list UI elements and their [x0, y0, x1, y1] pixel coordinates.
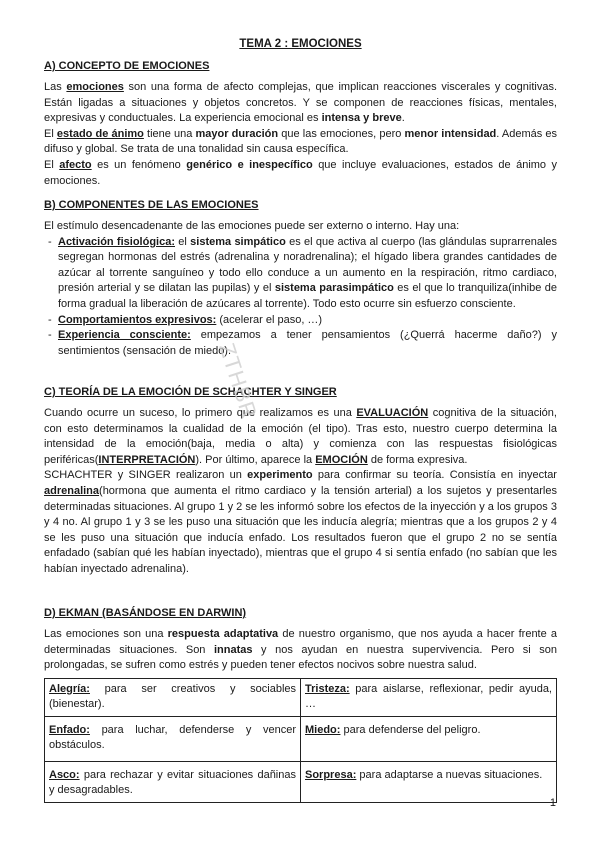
table-cell-sorpresa: [301, 761, 557, 802]
list-item-experiencia: [58, 328, 557, 359]
keyword-simpatico: sistema simpático: [190, 235, 286, 248]
keyword-experiencia: Experiencia consciente:: [58, 329, 191, 342]
text: que incluye evaluaciones, estados de ánimo y emociones.: [44, 158, 558, 187]
keyword-evaluacion: EVALUACIÓN: [356, 407, 429, 419]
text: empezamos a tener pensamientos (¿Querrá hacerme daño?) y sentimientos (sensación de miedo).: [58, 329, 557, 357]
components-list: [44, 235, 557, 360]
section-b-heading: B) COMPONENTES DE LAS EMOCIONES: [44, 199, 259, 211]
text: Las: [44, 81, 67, 93]
list-item-comportamientos: [58, 313, 557, 329]
text: el: [175, 235, 191, 248]
page-number: 1: [549, 797, 556, 809]
section-a-paragraph-3: [44, 158, 557, 189]
section-a: [44, 59, 557, 189]
keyword-estado-de-animo: estado de ánimo: [56, 127, 144, 140]
text: Cuando ocurre un suceso, lo primero que realizamos es una: [44, 407, 357, 419]
text: es el que lo tranquiliza(inhibe de forma gradual la liberación de azúcares al torrente). Todo esto ocurre sin esfuerzo consciente.: [58, 282, 557, 310]
keyword-afecto: afecto: [59, 158, 92, 171]
text: de forma expresiva.: [367, 453, 468, 466]
text: para confirmar su teoría. Consistía en inyectar: [312, 469, 557, 482]
section-b-intro: El estímulo desencadenante de las emociones puede ser externo o interno. Hay una:: [44, 220, 460, 232]
text: (acelerar el paso, …): [216, 313, 323, 326]
text: (hormona que aumenta el ritmo cardiaco y la tensión arterial) a los sujetos y presentarles determinadas situaciones. Al grupo 1 y 2 se les informó sobre los efectos de la inyección y a los grupos 3 y 4 no. Al grupo 1 y 3 se les puso una situación que les inducía alegría; mientras que a los grupos 2 y 4 se les puso una situación que inducía enfado. Los resultados fueron que el grupo 2 no se sentía enfadado (sabían qué les habían inyectado), mientras que el grupo 4 si sentía enfado (no sabían que les habían inyectado adrenalina).: [44, 484, 557, 575]
text: ). Por último, aparece la: [195, 453, 316, 466]
section-c-paragraph-2: [44, 468, 557, 577]
text: y nos ayudan en nuestra supervivencia. Pero si son prolongadas, se sufren como estrés y pueden tener efectos nocivos sobre nuestra salud.: [44, 643, 557, 672]
text: . Además es difuso y global. Se trata de una tonalidad sin causa específica.: [44, 127, 557, 156]
keyword-sorpresa: Sorpresa:: [305, 768, 357, 781]
text: El: [44, 127, 57, 140]
section-d-heading: D) EKMAN (BASÁNDOSE EN DARWIN): [44, 607, 247, 619]
text: SCHACHTER y SINGER realizaron un: [44, 469, 248, 482]
text: .: [401, 112, 405, 125]
watermark-text: ZTHBR: [214, 340, 263, 423]
keyword-emocion: EMOCIÓN: [315, 453, 368, 466]
keyword-emociones: emociones: [66, 81, 124, 93]
keyword-adrenalina: adrenalina: [44, 484, 100, 497]
section-d-paragraph-1: [44, 627, 557, 674]
keyword-tristeza: Tristeza:: [305, 682, 350, 695]
keyword-parasimpatico: sistema parasimpático: [274, 282, 394, 295]
section-a-paragraph-2: [44, 127, 557, 158]
table-row: [45, 678, 557, 716]
emotions-table: [44, 678, 557, 803]
keyword-respuesta-adaptativa: respuesta adaptativa: [167, 628, 279, 640]
text: es el que activa al cuerpo (las glándulas suprarrenales segregan hormonas del estrés (adrenalina y noradrenalina); el hígado libera grandes cantidades de azúcar al torrente sanguíneo y todo ello conduce a un aumento en la respiración, ritmo cardiaco, presión arterial y se dilatan las pupilas) y el: [58, 235, 558, 295]
table-cell-miedo: [301, 716, 557, 761]
text: de nuestro organismo, que nos ayuda a hacer frente a determinadas situaciones. Son: [44, 628, 558, 656]
text: es un fenómeno: [91, 158, 187, 171]
text: cognitiva de la situación, con esto determinamos la cualidad de la emoción (el tipo). Tras esto, nuestro cuerpo determina la intensidad de la emoción(baja, media o alta) y comienza con las respuestas fisiológicas periféricas(: [44, 407, 557, 466]
text: para rechazar y evitar situaciones dañinas y desagradables.: [49, 768, 296, 796]
table-row: [45, 761, 557, 802]
section-c-paragraph-1: [44, 406, 557, 468]
table-cell-alegria: [45, 678, 301, 716]
text: son una forma de afecto complejas, que implican reacciones viscerales y cognitivas. Están ligadas a situaciones y objetos concretos. Y se componen de reacciones físicas, mentales, expresivas y conductuales. La experiencia emocional es: [44, 81, 558, 125]
keyword-miedo: Miedo:: [305, 723, 341, 736]
text: Las emociones son una: [44, 628, 168, 640]
text: para aislarse, reflexionar, pedir ayuda, …: [305, 682, 552, 710]
document-page: [44, 0, 557, 848]
keyword-menor-intensidad: menor intensidad: [404, 127, 497, 140]
text: El: [44, 158, 60, 171]
section-d: [44, 606, 557, 803]
section-a-paragraph-1: [44, 80, 557, 127]
keyword-experimento: experimento: [247, 469, 313, 482]
text: tiene una: [143, 127, 196, 140]
text: para luchar, defenderse y vencer obstáculos.: [49, 723, 296, 751]
section-b: [44, 198, 557, 359]
table-cell-enfado: [45, 716, 301, 761]
keyword-mayor-duracion: mayor duración: [195, 127, 279, 140]
section-a-heading: A) CONCEPTO DE EMOCIONES: [44, 60, 210, 72]
keyword-asco: Asco:: [49, 768, 80, 781]
keyword-comportamientos: Comportamientos expresivos:: [58, 313, 217, 326]
keyword-alegria: Alegría:: [49, 682, 90, 695]
keyword-interpretacion: INTERPRETACIÓN: [98, 453, 196, 466]
keyword-activacion: Activación fisiológica:: [58, 235, 175, 248]
text: para ser creativos y sociables (bienestar).: [49, 682, 296, 710]
keyword-intensa-breve: intensa y breve: [321, 112, 402, 125]
section-c-heading: C) TEORÍA DE LA EMOCIÓN DE SCHACHTER Y SINGER: [44, 386, 337, 398]
keyword-innatas: innatas: [213, 643, 253, 656]
keyword-generico: genérico e inespecífico: [186, 158, 313, 171]
text: para adaptarse a nuevas situaciones.: [356, 768, 543, 781]
list-item-activacion: [58, 235, 557, 313]
table-row: [45, 716, 557, 761]
keyword-enfado: Enfado:: [49, 723, 90, 736]
section-c: [44, 385, 557, 578]
text: para defenderse del peligro.: [340, 723, 481, 736]
document-title: TEMA 2 : EMOCIONES: [239, 38, 362, 50]
table-cell-asco: [45, 761, 301, 802]
table-cell-tristeza: [301, 678, 557, 716]
text: que las emociones, pero: [278, 127, 405, 140]
